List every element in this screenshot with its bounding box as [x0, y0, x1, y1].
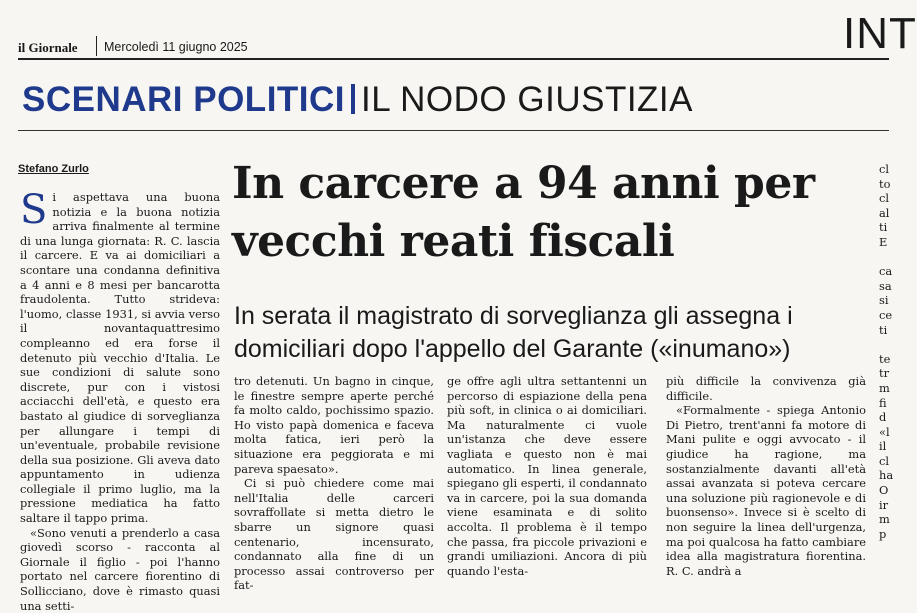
issue-date: Mercoledì 11 giugno 2025 — [104, 40, 248, 54]
column-5-line: m — [879, 380, 890, 395]
column-5-line: si — [879, 293, 889, 308]
column-5-line: ce — [879, 307, 893, 322]
kicker-secondary: IL NODO GIUSTIZIA — [361, 80, 693, 119]
paragraph: «Sono venuti a prenderlo a casa giovedì scorso - racconta al Giornale il figlio - poi l'hanno portato nel carcere fiorentino di Sollicciano, dove è rimasto quasi una setti- — [20, 525, 220, 613]
column-5-line: O — [879, 483, 889, 498]
article-column-3 — [447, 374, 647, 578]
column-5-line: ti — [879, 220, 888, 235]
drop-cap: S — [20, 187, 48, 233]
paragraph: i aspettava una buona notizia e la buona notizia arriva finalmente al termine di una lunga giornata: R. C. lascia il carcere. E va ai domiciliari a scontare una condanna definitiva a 4 anni e 8 mesi per bancarotta fraudolenta. Tutto strideva: l'uomo, classe 1931, si avvia verso il novantaquattresimo compleanno ed era forse il detenuto più vecchio d'Italia. Le sue condizioni di salute sono discrete, pur con i vistosi acciacchi dell'età, e questo era bastato al giudice di sorveglianza per allungare i tempi di un'eventuale, probabile revisione della sua posizione. Gli aveva dato appuntamento in udienza collegiale il primo luglio, ma la pressione mediatica ha fatto saltare il tappo prima. — [20, 190, 220, 526]
column-5-line: fi — [879, 395, 887, 410]
kicker-primary: SCENARI POLITICI — [22, 80, 346, 119]
paragraph: più difficile la convivenza già difficile. — [666, 374, 866, 403]
newspaper-name: il Giornale — [18, 40, 78, 55]
column-5-line: to — [879, 176, 891, 191]
section-label: INT — [843, 9, 917, 58]
paragraph: ge offre agli ultra settantenni un percorso di espiazione della pena più soft, in clinica o ai domiciliari. Ma naturalmente ci vuole un'istanza che deve essere vagliata e questo non è mai automatico. In linea generale, spiegano gli esperti, il condannato va in carcere, poi la sua domanda viene esaminata e di solito accolta. Il problema è il tempo che passa, fra piccole privazioni e grandi umiliazioni. Ancora di più quando l'esta- — [447, 374, 647, 578]
column-5-line: ca — [879, 264, 893, 279]
paragraph: Ci si può chiedere come mai nell'Italia delle carceri sovraffollate si metta dietro le sbarre un signore quasi centenario, incensurato, condannato alla fine di un processo assai controverso per fat- — [234, 476, 434, 593]
column-5-line: «l — [879, 424, 890, 439]
kicker-divider — [351, 84, 355, 114]
column-5-line: d — [879, 410, 887, 425]
column-5-line: m — [879, 512, 890, 527]
column-5-line — [879, 337, 891, 352]
headline: In carcere a 94 anni per vecchi reati fiscali — [232, 158, 815, 267]
byline: Stefano Zurlo — [18, 163, 89, 175]
masthead-rule — [18, 58, 889, 60]
paragraph: «Formalmente - spiega Antonio Di Pietro, trent'anni fa motore di Mani pulite e oggi avvocato - il giudice ha ragione, ma sostanzialmente davanti all'età assai avanzata si poteva cercare una soluzione più ragionevole e di buonsenso». Invece si è scelto di non seguire la linea dell'urgenza, ma poi qualcosa ha fatto cambiare idea alla magistratura fiorentina. R. C. andrà a — [666, 403, 866, 578]
column-5-line: al — [879, 205, 890, 220]
article-column-4 — [666, 374, 866, 578]
column-5-line: ti — [879, 322, 888, 337]
column-5-line: cl — [879, 162, 890, 176]
column-5-line: p — [879, 526, 887, 541]
section-rule — [18, 130, 889, 131]
article-column-1 — [20, 187, 220, 613]
paragraph: tro detenuti. Un bagno in cinque, le finestre sempre aperte perché fa molto caldo, pochissimo spazio. Ho visto papà domenica e faceva molta fatica, ieri però la situazione era peggiorata e mi pareva spaesato». — [234, 374, 434, 476]
subheadline: In serata il magistrato di sorveglianza gli assegna i domiciliari dopo l'appello del Garante («inumano») — [234, 302, 793, 363]
column-5-line: sa — [879, 278, 892, 293]
column-5-line: tr — [879, 366, 890, 381]
article-column-5-cropped — [879, 162, 894, 541]
kicker — [22, 82, 693, 117]
column-5-line: ha — [879, 468, 894, 483]
column-5-line: il — [879, 439, 887, 454]
column-5-line — [879, 250, 891, 265]
column-5-line: cl — [879, 453, 890, 468]
column-5-line: ir — [879, 497, 889, 512]
column-5-line: te — [879, 351, 891, 366]
masthead-divider — [96, 36, 97, 56]
column-5-line: E — [879, 234, 888, 249]
column-5-line: cl — [879, 191, 890, 206]
article-column-2 — [234, 374, 434, 593]
masthead — [0, 0, 917, 60]
